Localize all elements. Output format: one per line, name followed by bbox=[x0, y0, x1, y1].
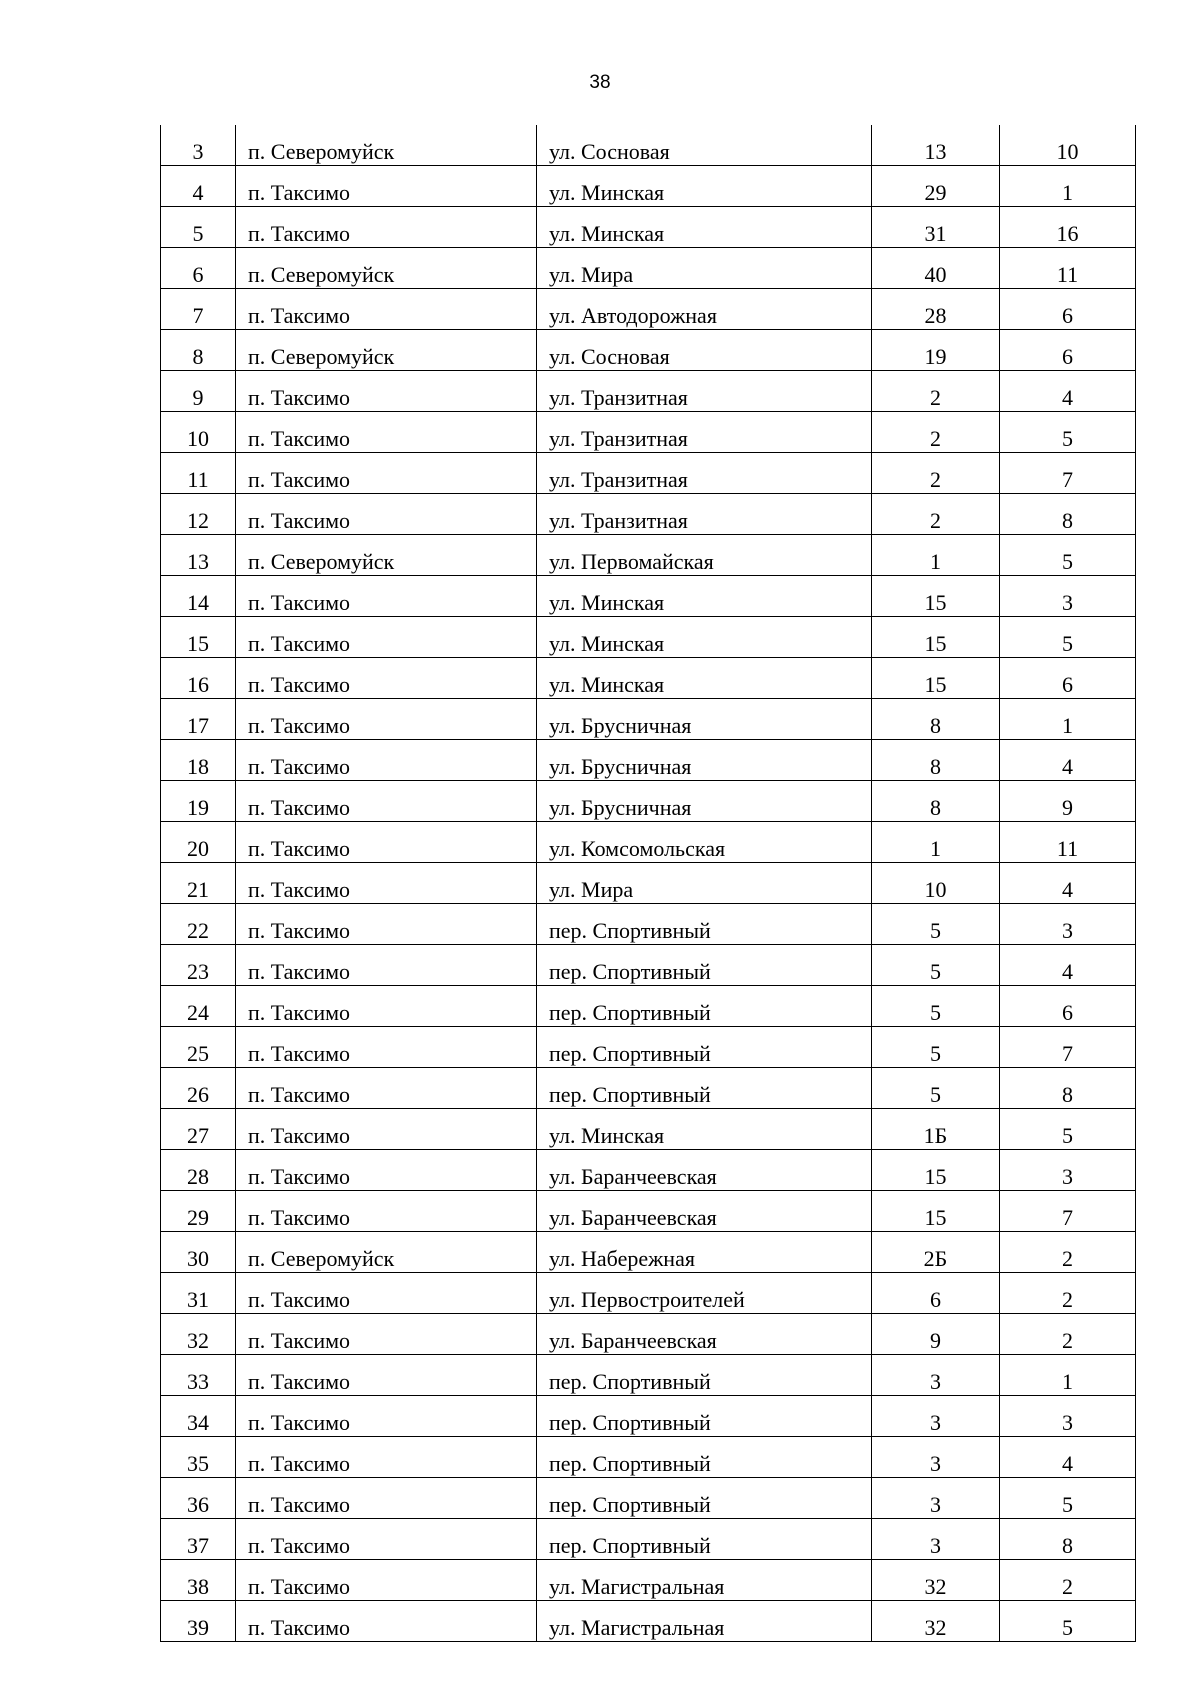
settlement-cell: п. Северомуйск bbox=[236, 125, 537, 166]
street-cell: ул. Минская bbox=[537, 1109, 872, 1150]
table-row bbox=[161, 1478, 1136, 1519]
apartment-number-cell: 16 bbox=[1000, 207, 1136, 248]
settlement-cell: п. Северомуйск bbox=[236, 1232, 537, 1273]
house-number-cell: 32 bbox=[872, 1560, 1000, 1601]
apartment-number-cell: 3 bbox=[1000, 904, 1136, 945]
house-number-cell: 15 bbox=[872, 1191, 1000, 1232]
table-row bbox=[161, 371, 1136, 412]
apartment-number-cell: 3 bbox=[1000, 1150, 1136, 1191]
table-row bbox=[161, 453, 1136, 494]
settlement-cell: п. Таксимо bbox=[236, 1437, 537, 1478]
house-number-cell: 40 bbox=[872, 248, 1000, 289]
street-cell: ул. Минская bbox=[537, 576, 872, 617]
street-cell: ул. Магистральная bbox=[537, 1560, 872, 1601]
table-row bbox=[161, 658, 1136, 699]
house-number-cell: 10 bbox=[872, 863, 1000, 904]
row-number-cell: 19 bbox=[161, 781, 236, 822]
settlement-cell: п. Таксимо bbox=[236, 166, 537, 207]
street-cell: ул. Транзитная bbox=[537, 453, 872, 494]
street-cell: ул. Брусничная bbox=[537, 699, 872, 740]
apartment-number-cell: 6 bbox=[1000, 289, 1136, 330]
row-number-cell: 25 bbox=[161, 1027, 236, 1068]
settlement-cell: п. Таксимо bbox=[236, 1109, 537, 1150]
house-number-cell: 3 bbox=[872, 1355, 1000, 1396]
house-number-cell: 2 bbox=[872, 412, 1000, 453]
apartment-number-cell: 3 bbox=[1000, 1396, 1136, 1437]
table-row bbox=[161, 1232, 1136, 1273]
house-number-cell: 5 bbox=[872, 1027, 1000, 1068]
apartment-number-cell: 10 bbox=[1000, 125, 1136, 166]
row-number-cell: 16 bbox=[161, 658, 236, 699]
table-row bbox=[161, 740, 1136, 781]
apartment-number-cell: 5 bbox=[1000, 1478, 1136, 1519]
table-row bbox=[161, 1109, 1136, 1150]
street-cell: ул. Сосновая bbox=[537, 330, 872, 371]
page-number: 38 bbox=[589, 72, 611, 93]
apartment-number-cell: 8 bbox=[1000, 494, 1136, 535]
house-number-cell: 15 bbox=[872, 1150, 1000, 1191]
house-number-cell: 31 bbox=[872, 207, 1000, 248]
house-number-cell: 8 bbox=[872, 740, 1000, 781]
settlement-cell: п. Таксимо bbox=[236, 863, 537, 904]
house-number-cell: 6 bbox=[872, 1273, 1000, 1314]
house-number-cell: 29 bbox=[872, 166, 1000, 207]
house-number-cell: 8 bbox=[872, 781, 1000, 822]
settlement-cell: п. Таксимо bbox=[236, 945, 537, 986]
house-number-cell: 1 bbox=[872, 822, 1000, 863]
settlement-cell: п. Таксимо bbox=[236, 1560, 537, 1601]
settlement-cell: п. Таксимо bbox=[236, 1191, 537, 1232]
row-number-cell: 7 bbox=[161, 289, 236, 330]
apartment-number-cell: 5 bbox=[1000, 412, 1136, 453]
house-number-cell: 15 bbox=[872, 617, 1000, 658]
apartment-number-cell: 11 bbox=[1000, 822, 1136, 863]
street-cell: ул. Брусничная bbox=[537, 740, 872, 781]
row-number-cell: 29 bbox=[161, 1191, 236, 1232]
settlement-cell: п. Таксимо bbox=[236, 1150, 537, 1191]
apartment-number-cell: 2 bbox=[1000, 1232, 1136, 1273]
settlement-cell: п. Таксимо bbox=[236, 576, 537, 617]
row-number-cell: 3 bbox=[161, 125, 236, 166]
settlement-cell: п. Северомуйск bbox=[236, 248, 537, 289]
row-number-cell: 21 bbox=[161, 863, 236, 904]
row-number-cell: 38 bbox=[161, 1560, 236, 1601]
row-number-cell: 34 bbox=[161, 1396, 236, 1437]
house-number-cell: 5 bbox=[872, 945, 1000, 986]
street-cell: пер. Спортивный bbox=[537, 986, 872, 1027]
settlement-cell: п. Таксимо bbox=[236, 904, 537, 945]
row-number-cell: 13 bbox=[161, 535, 236, 576]
table-row bbox=[161, 289, 1136, 330]
house-number-cell: 3 bbox=[872, 1519, 1000, 1560]
apartment-number-cell: 4 bbox=[1000, 1437, 1136, 1478]
settlement-cell: п. Таксимо bbox=[236, 371, 537, 412]
address-table bbox=[160, 125, 1136, 1642]
table-row bbox=[161, 822, 1136, 863]
apartment-number-cell: 1 bbox=[1000, 699, 1136, 740]
house-number-cell: 13 bbox=[872, 125, 1000, 166]
row-number-cell: 26 bbox=[161, 1068, 236, 1109]
apartment-number-cell: 7 bbox=[1000, 453, 1136, 494]
table-row bbox=[161, 125, 1136, 166]
apartment-number-cell: 2 bbox=[1000, 1314, 1136, 1355]
table-row bbox=[161, 1191, 1136, 1232]
apartment-number-cell: 1 bbox=[1000, 1355, 1136, 1396]
settlement-cell: п. Таксимо bbox=[236, 740, 537, 781]
row-number-cell: 30 bbox=[161, 1232, 236, 1273]
street-cell: ул. Минская bbox=[537, 166, 872, 207]
house-number-cell: 2 bbox=[872, 453, 1000, 494]
row-number-cell: 8 bbox=[161, 330, 236, 371]
street-cell: пер. Спортивный bbox=[537, 1027, 872, 1068]
house-number-cell: 5 bbox=[872, 904, 1000, 945]
house-number-cell: 28 bbox=[872, 289, 1000, 330]
settlement-cell: п. Таксимо bbox=[236, 494, 537, 535]
street-cell: ул. Баранчеевская bbox=[537, 1150, 872, 1191]
settlement-cell: п. Таксимо bbox=[236, 1027, 537, 1068]
table-row bbox=[161, 1601, 1136, 1642]
apartment-number-cell: 5 bbox=[1000, 535, 1136, 576]
apartment-number-cell: 6 bbox=[1000, 330, 1136, 371]
street-cell: ул. Баранчеевская bbox=[537, 1314, 872, 1355]
apartment-number-cell: 2 bbox=[1000, 1560, 1136, 1601]
street-cell: ул. Минская bbox=[537, 658, 872, 699]
table-row bbox=[161, 863, 1136, 904]
row-number-cell: 6 bbox=[161, 248, 236, 289]
street-cell: ул. Набережная bbox=[537, 1232, 872, 1273]
settlement-cell: п. Таксимо bbox=[236, 617, 537, 658]
street-cell: ул. Баранчеевская bbox=[537, 1191, 872, 1232]
street-cell: ул. Транзитная bbox=[537, 494, 872, 535]
table-row bbox=[161, 1068, 1136, 1109]
table-row bbox=[161, 1027, 1136, 1068]
row-number-cell: 32 bbox=[161, 1314, 236, 1355]
row-number-cell: 23 bbox=[161, 945, 236, 986]
house-number-cell: 19 bbox=[872, 330, 1000, 371]
table-row bbox=[161, 494, 1136, 535]
settlement-cell: п. Таксимо bbox=[236, 1601, 537, 1642]
settlement-cell: п. Таксимо bbox=[236, 453, 537, 494]
table-row bbox=[161, 904, 1136, 945]
house-number-cell: 3 bbox=[872, 1478, 1000, 1519]
apartment-number-cell: 5 bbox=[1000, 617, 1136, 658]
table-row bbox=[161, 986, 1136, 1027]
settlement-cell: п. Таксимо bbox=[236, 289, 537, 330]
table-row bbox=[161, 1560, 1136, 1601]
row-number-cell: 39 bbox=[161, 1601, 236, 1642]
house-number-cell: 9 bbox=[872, 1314, 1000, 1355]
house-number-cell: 3 bbox=[872, 1437, 1000, 1478]
street-cell: пер. Спортивный bbox=[537, 1068, 872, 1109]
street-cell: пер. Спортивный bbox=[537, 945, 872, 986]
row-number-cell: 24 bbox=[161, 986, 236, 1027]
apartment-number-cell: 11 bbox=[1000, 248, 1136, 289]
row-number-cell: 28 bbox=[161, 1150, 236, 1191]
house-number-cell: 1Б bbox=[872, 1109, 1000, 1150]
apartment-number-cell: 9 bbox=[1000, 781, 1136, 822]
house-number-cell: 5 bbox=[872, 986, 1000, 1027]
table-row bbox=[161, 1437, 1136, 1478]
row-number-cell: 9 bbox=[161, 371, 236, 412]
settlement-cell: п. Таксимо bbox=[236, 1396, 537, 1437]
row-number-cell: 27 bbox=[161, 1109, 236, 1150]
row-number-cell: 17 bbox=[161, 699, 236, 740]
apartment-number-cell: 5 bbox=[1000, 1109, 1136, 1150]
table-row bbox=[161, 1150, 1136, 1191]
row-number-cell: 5 bbox=[161, 207, 236, 248]
street-cell: пер. Спортивный bbox=[537, 1437, 872, 1478]
table-row bbox=[161, 1273, 1136, 1314]
settlement-cell: п. Северомуйск bbox=[236, 535, 537, 576]
row-number-cell: 14 bbox=[161, 576, 236, 617]
apartment-number-cell: 4 bbox=[1000, 945, 1136, 986]
row-number-cell: 20 bbox=[161, 822, 236, 863]
street-cell: ул. Мира bbox=[537, 248, 872, 289]
settlement-cell: п. Таксимо bbox=[236, 1519, 537, 1560]
apartment-number-cell: 6 bbox=[1000, 986, 1136, 1027]
table-row bbox=[161, 1519, 1136, 1560]
street-cell: ул. Первостроителей bbox=[537, 1273, 872, 1314]
settlement-cell: п. Северомуйск bbox=[236, 330, 537, 371]
house-number-cell: 3 bbox=[872, 1396, 1000, 1437]
row-number-cell: 11 bbox=[161, 453, 236, 494]
street-cell: ул. Транзитная bbox=[537, 371, 872, 412]
house-number-cell: 5 bbox=[872, 1068, 1000, 1109]
row-number-cell: 12 bbox=[161, 494, 236, 535]
street-cell: ул. Брусничная bbox=[537, 781, 872, 822]
street-cell: ул. Мира bbox=[537, 863, 872, 904]
apartment-number-cell: 5 bbox=[1000, 1601, 1136, 1642]
apartment-number-cell: 1 bbox=[1000, 166, 1136, 207]
row-number-cell: 33 bbox=[161, 1355, 236, 1396]
table-row bbox=[161, 1314, 1136, 1355]
apartment-number-cell: 7 bbox=[1000, 1191, 1136, 1232]
table-row bbox=[161, 945, 1136, 986]
street-cell: ул. Сосновая bbox=[537, 125, 872, 166]
settlement-cell: п. Таксимо bbox=[236, 658, 537, 699]
house-number-cell: 2 bbox=[872, 371, 1000, 412]
house-number-cell: 15 bbox=[872, 576, 1000, 617]
street-cell: ул. Минская bbox=[537, 617, 872, 658]
table-row bbox=[161, 207, 1136, 248]
house-number-cell: 15 bbox=[872, 658, 1000, 699]
table-row bbox=[161, 330, 1136, 371]
apartment-number-cell: 8 bbox=[1000, 1519, 1136, 1560]
table-row bbox=[161, 576, 1136, 617]
table-row bbox=[161, 617, 1136, 658]
row-number-cell: 35 bbox=[161, 1437, 236, 1478]
apartment-number-cell: 3 bbox=[1000, 576, 1136, 617]
settlement-cell: п. Таксимо bbox=[236, 412, 537, 453]
row-number-cell: 22 bbox=[161, 904, 236, 945]
settlement-cell: п. Таксимо bbox=[236, 1355, 537, 1396]
apartment-number-cell: 4 bbox=[1000, 371, 1136, 412]
apartment-number-cell: 2 bbox=[1000, 1273, 1136, 1314]
row-number-cell: 36 bbox=[161, 1478, 236, 1519]
settlement-cell: п. Таксимо bbox=[236, 1314, 537, 1355]
apartment-number-cell: 7 bbox=[1000, 1027, 1136, 1068]
address-table-body bbox=[161, 125, 1136, 1642]
apartment-number-cell: 8 bbox=[1000, 1068, 1136, 1109]
street-cell: пер. Спортивный bbox=[537, 1478, 872, 1519]
row-number-cell: 15 bbox=[161, 617, 236, 658]
settlement-cell: п. Таксимо bbox=[236, 781, 537, 822]
street-cell: ул. Транзитная bbox=[537, 412, 872, 453]
house-number-cell: 2Б bbox=[872, 1232, 1000, 1273]
row-number-cell: 4 bbox=[161, 166, 236, 207]
table-row bbox=[161, 248, 1136, 289]
row-number-cell: 37 bbox=[161, 1519, 236, 1560]
house-number-cell: 2 bbox=[872, 494, 1000, 535]
table-row bbox=[161, 1355, 1136, 1396]
house-number-cell: 1 bbox=[872, 535, 1000, 576]
table-row bbox=[161, 1396, 1136, 1437]
house-number-cell: 32 bbox=[872, 1601, 1000, 1642]
settlement-cell: п. Таксимо bbox=[236, 986, 537, 1027]
table-row bbox=[161, 166, 1136, 207]
table-row bbox=[161, 412, 1136, 453]
street-cell: ул. Магистральная bbox=[537, 1601, 872, 1642]
street-cell: пер. Спортивный bbox=[537, 1355, 872, 1396]
house-number-cell: 8 bbox=[872, 699, 1000, 740]
apartment-number-cell: 4 bbox=[1000, 740, 1136, 781]
address-table-container bbox=[160, 125, 1108, 1642]
street-cell: ул. Автодорожная bbox=[537, 289, 872, 330]
street-cell: пер. Спортивный bbox=[537, 1519, 872, 1560]
apartment-number-cell: 6 bbox=[1000, 658, 1136, 699]
street-cell: пер. Спортивный bbox=[537, 904, 872, 945]
settlement-cell: п. Таксимо bbox=[236, 1068, 537, 1109]
street-cell: пер. Спортивный bbox=[537, 1396, 872, 1437]
table-row bbox=[161, 699, 1136, 740]
settlement-cell: п. Таксимо bbox=[236, 699, 537, 740]
row-number-cell: 31 bbox=[161, 1273, 236, 1314]
street-cell: ул. Первомайская bbox=[537, 535, 872, 576]
settlement-cell: п. Таксимо bbox=[236, 1273, 537, 1314]
row-number-cell: 18 bbox=[161, 740, 236, 781]
table-row bbox=[161, 535, 1136, 576]
apartment-number-cell: 4 bbox=[1000, 863, 1136, 904]
settlement-cell: п. Таксимо bbox=[236, 207, 537, 248]
street-cell: ул. Минская bbox=[537, 207, 872, 248]
street-cell: ул. Комсомольская bbox=[537, 822, 872, 863]
table-row bbox=[161, 781, 1136, 822]
row-number-cell: 10 bbox=[161, 412, 236, 453]
settlement-cell: п. Таксимо bbox=[236, 822, 537, 863]
settlement-cell: п. Таксимо bbox=[236, 1478, 537, 1519]
